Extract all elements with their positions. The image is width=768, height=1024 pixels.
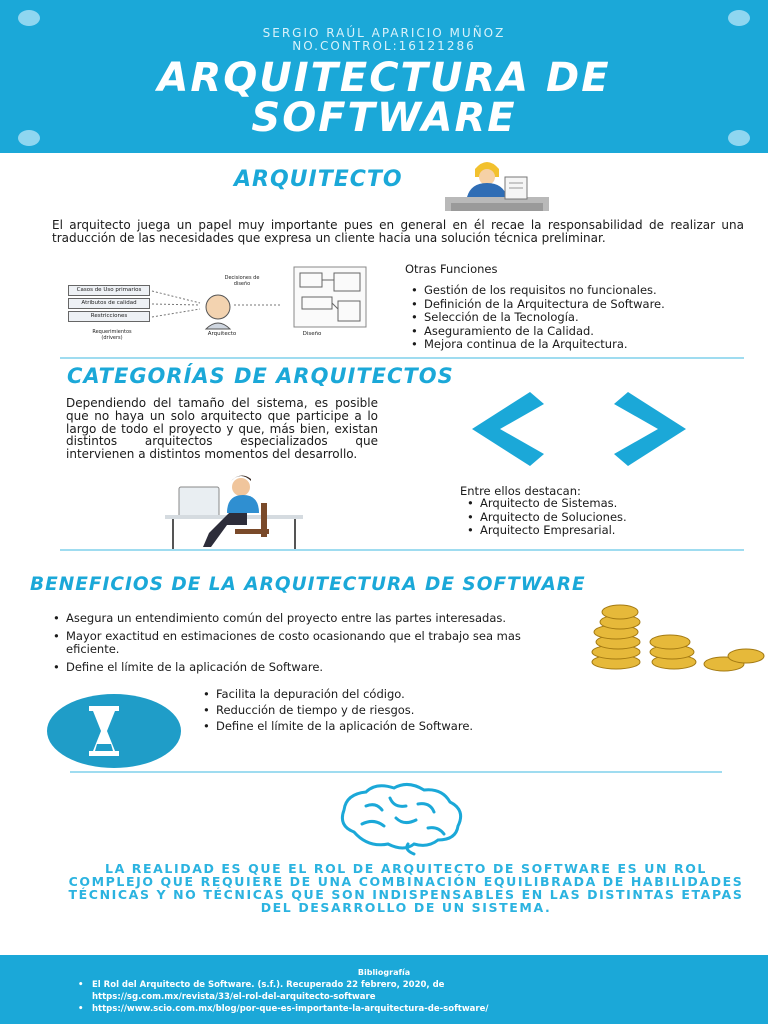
bibliography-item: • https://www.scio.com.mx/blog/por-que-es-importante-la-arquitectura-de-software/ [78, 1003, 548, 1015]
other-functions-title: Otras Funciones [405, 262, 498, 276]
brain-icon [338, 784, 470, 854]
developer-at-desk-icon [165, 473, 305, 549]
list-item: • Reducción de tiempo y de riesgos. [200, 704, 580, 717]
diagram-label-architect: Arquitecto [207, 331, 237, 337]
page-title-line1: ARQUITECTURA DE [157, 55, 611, 101]
diagram-graphics [62, 265, 370, 347]
list-item: • Selección de la Tecnología. [408, 311, 748, 324]
diagram-box-restrictions: Restricciones [68, 311, 150, 322]
page-title [0, 55, 768, 141]
diagram-box-use-cases: Casos de Uso primarios [68, 285, 150, 296]
page-title-line2: SOFTWARE [251, 95, 517, 141]
architect-illustration [445, 155, 550, 215]
coins-icon [586, 604, 766, 672]
list-item: • Facilita la depuración del código. [200, 688, 580, 701]
arquitecto-intro: El arquitecto juega un papel muy importante pues en general en él recae la responsabilidad de realizar una traducción de las necesidades que expresa un cliente hacia una solución técnica preliminar. [52, 218, 744, 245]
diagram-label-requirements: Requerimientos (drivers) [92, 329, 132, 341]
bibliography-item: • El Rol del Arquitecto de Software. (s.f.). Recuperado 22 febrero, 2020, de https://sg.com.mx/revista/33/el-rol-del-arquitecto-software [78, 979, 548, 1003]
section-title-arquitecto: ARQUITECTO [234, 167, 403, 192]
bibliography-list [78, 979, 548, 1015]
list-item: • Mejora continua de la Arquitectura. [408, 338, 748, 351]
diagram-box-quality: Atributos de calidad [68, 298, 150, 309]
categorias-list [464, 497, 724, 538]
header-banner [0, 0, 768, 153]
list-item: • Aseguramiento de la Calidad. [408, 325, 748, 338]
categorias-text: Dependiendo del tamaño del sistema, es posible que no haya un solo arquitecto que participe a lo largo de todo el proyecto y que, más bien, existan distintos arquitectos especializados que intervienen a distintos momentos del desarrollo. [66, 396, 378, 462]
arquitecto-diagram [62, 265, 370, 347]
diagram-label-decisions: Decisiones de diseño [224, 275, 260, 287]
list-item: • Define el límite de la aplicación de Software. [50, 661, 560, 674]
section-title-beneficios: BENEFICIOS DE LA ARQUITECTURA DE SOFTWARE [30, 574, 586, 595]
list-item: • Arquitecto de Sistemas. [464, 497, 724, 510]
diagram-label-design: Diseño [302, 331, 322, 337]
list-item: • Gestión de los requisitos no funcionales. [408, 284, 748, 297]
section-title-categorias: CATEGORÍAS DE ARQUITECTOS [67, 364, 454, 388]
control-number: NO.CONTROL:16121286 [292, 39, 476, 53]
list-item: • Define el límite de la aplicación de Software. [200, 720, 580, 733]
hourglass-icon [47, 694, 181, 768]
other-functions-list [408, 284, 748, 352]
categorias-list-title: Entre ellos destacan: [460, 484, 581, 498]
divider [60, 357, 744, 359]
list-item: • Arquitecto de Soluciones. [464, 511, 724, 524]
footer-bibliography [0, 955, 768, 1024]
beneficios-list-1 [50, 612, 560, 675]
divider [70, 771, 722, 773]
decor-dot [728, 10, 750, 26]
divider [60, 549, 744, 551]
code-brackets-icon [472, 392, 686, 466]
list-item: • Mayor exactitud en estimaciones de costo ocasionando que el trabajo sea mas eficiente. [50, 630, 560, 656]
beneficios-list-2 [200, 688, 580, 734]
list-item: • Arquitecto Empresarial. [464, 524, 724, 537]
closing-statement: LA REALIDAD ES QUE EL ROL DE ARQUITECTO DE SOFTWARE ES UN ROL COMPLEJO QUE REQUIERE DE UNA COMBINACIÓN EQUILIBRADA DE HABILIDADES TÉCNICAS Y NO TÉCNICAS QUE SON INDISPENSABLES EN LAS DISTINTAS ETAPAS DEL DESARROLLO DE UN SISTEMA. [68, 861, 744, 915]
bibliography-title: Bibliografía [357, 968, 411, 977]
author-name: SERGIO RAÚL APARICIO MUÑOZ [262, 26, 506, 40]
list-item: • Asegura un entendimiento común del proyecto entre las partes interesadas. [50, 612, 560, 625]
list-item: • Definición de la Arquitectura de Software. [408, 298, 748, 311]
decor-dot [18, 10, 40, 26]
